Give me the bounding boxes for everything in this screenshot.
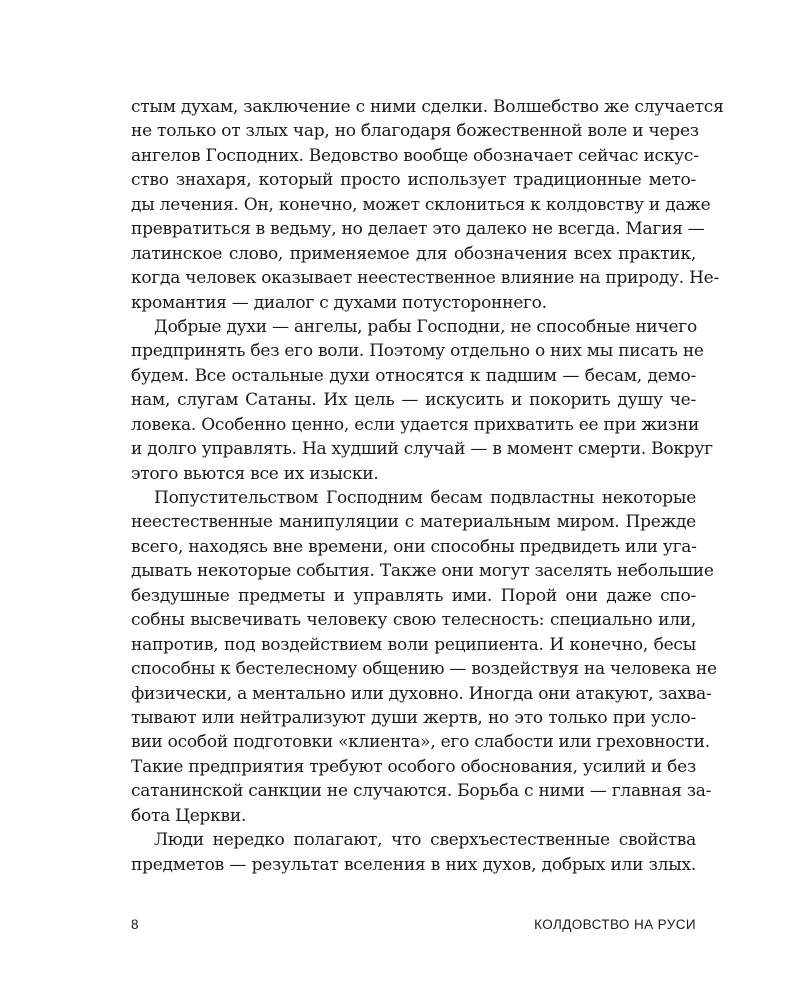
text-line: когда человек оказывает неестественное влияние на природу. Не- — [131, 268, 719, 289]
text-line: стым духам, заключение с ними сделки. Волшебство же случается — [131, 97, 724, 117]
text-line: предпринять без его воли. Поэтому отдельно о них мы писать не — [131, 341, 704, 362]
text-line: ангелов Господних. Ведовство вообще обозначает сейчас искус- — [131, 145, 699, 166]
text-line: тывают или нейтрализуют души жертв, но это только при усло- — [131, 707, 696, 728]
text-line: сатанинской санкции не случаются. Борьба с ними — главная за- — [131, 781, 712, 802]
text-line: вии особой подготовки «клиента», его слабости или греховности. — [131, 732, 710, 753]
text-line: дывать некоторые события. Также они могут заселять небольшие — [131, 561, 714, 582]
text-line: кромантия — диалог с духами потустороннего. — [131, 292, 547, 313]
text-line: напротив, под воздействием воли реципиента. И конечно, бесы — [131, 634, 696, 655]
text-line: не только от злых чар, но благодаря божественной воле и через — [131, 121, 699, 142]
text-line: неестественные манипуляции с материальным миром. Прежде — [131, 512, 696, 533]
text-line: Люди нередко полагают, что сверхъестественные свойства — [154, 830, 696, 851]
text-line: предметов — результат вселения в них духов, добрых или злых. — [131, 854, 696, 875]
text-line: бездушные предметы и управлять ими. Порой они даже спо- — [131, 585, 696, 606]
text-line: нам, слугам Сатаны. Их цель — искусить и покорить душу че- — [131, 390, 696, 411]
text-line: Такие предприятия требуют особого обоснования, усилий и без — [131, 756, 696, 777]
text-line: и долго управлять. На худший случай — в момент смерти. Вокруг — [131, 439, 713, 460]
text-line: ловека. Особенно ценно, если удается прихватить ее при жизни — [131, 414, 700, 435]
text-line: физически, а ментально или духовно. Иногда они атакуют, захва- — [131, 683, 712, 704]
text-line: Добрые духи — ангелы, рабы Господни, не способные ничего — [154, 316, 697, 337]
text-line: способны к бестелесному общению — воздействуя на человека не — [131, 659, 717, 680]
text-line: всего, находясь вне времени, они способны предвидеть или уга- — [131, 536, 697, 557]
text-line: латинское слово, применяемое для обозначения всех практик, — [131, 243, 696, 264]
text-line: Попустительством Господним бесам подвластны некоторые — [154, 488, 696, 508]
page-number: 8 — [131, 917, 139, 932]
text-line: ды лечения. Он, конечно, может склониться к колдовству и даже — [131, 194, 711, 215]
text-line: ство знахаря, который просто использует традиционные мето- — [131, 170, 696, 191]
text-line: будем. Все остальные духи относятся к падшим — бесам, демо- — [131, 365, 696, 386]
running-head: КОЛДОВСТВО НА РУСИ — [534, 917, 696, 932]
body-text — [131, 95, 724, 877]
page-footer — [131, 917, 696, 937]
text-line: бота Церкви. — [131, 805, 247, 826]
text-line: этого вьются все их изыски. — [131, 463, 379, 484]
text-line: собны высвечивать человеку свою телесность: специально или, — [131, 610, 696, 631]
text-line: превратиться в ведьму, но делает это далеко не всегда. Магия — — [131, 219, 705, 240]
